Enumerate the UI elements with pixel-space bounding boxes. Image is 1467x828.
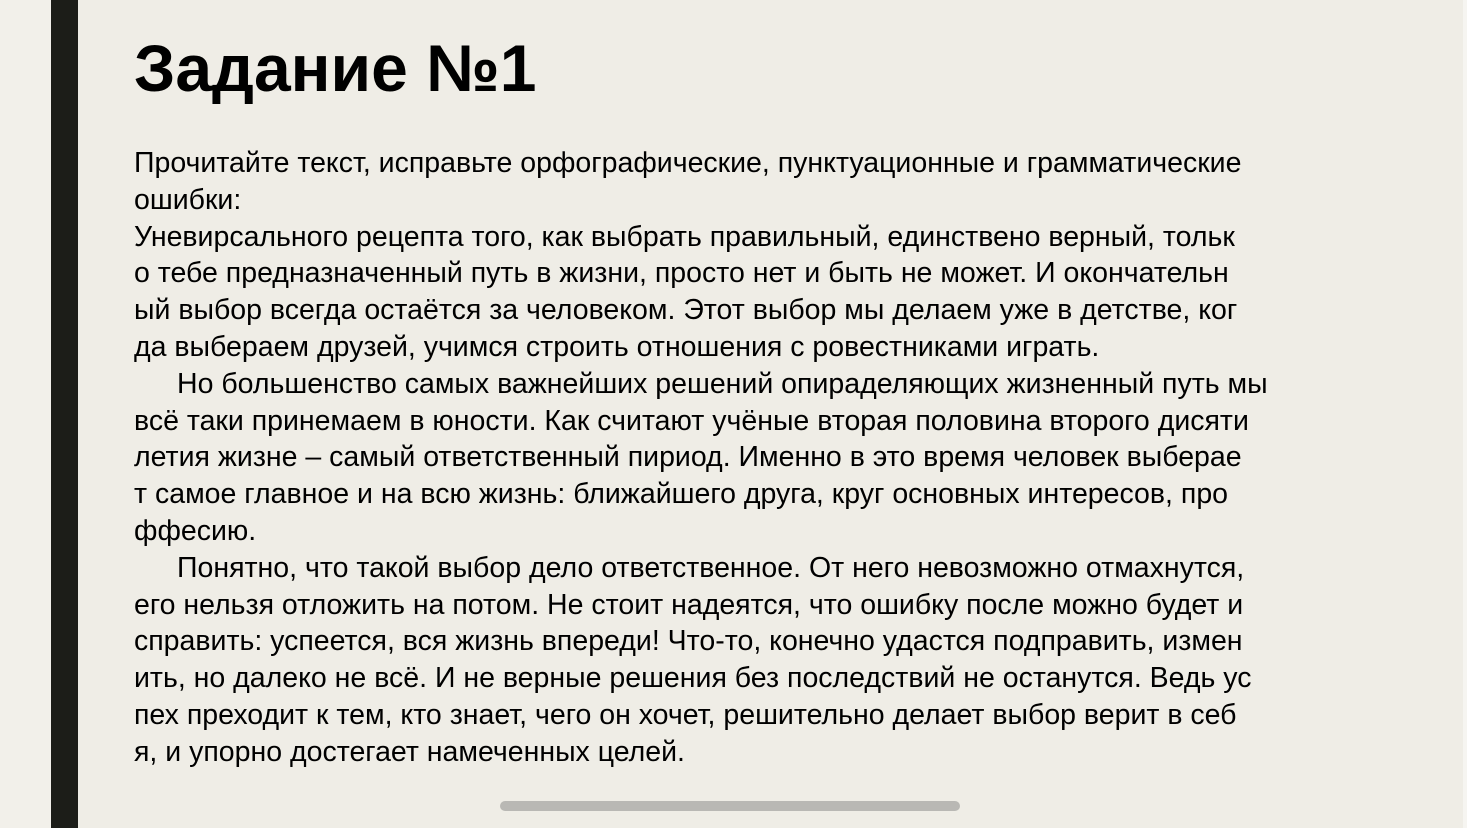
slide-accent-bar	[51, 0, 78, 828]
text-line: Прочитайте текст, исправьте орфографические, пунктуационные и грамматические	[134, 147, 1242, 179]
text-line: ошибки:	[134, 183, 242, 216]
right-margin	[1463, 0, 1467, 828]
text-line: его нельзя отложить на потом. Не стоит надеятся, что ошибку после можно будет и	[134, 588, 1244, 621]
text-line: т самое главное и на всю жизнь: ближайшего друга, круг основных интересов, про	[134, 478, 1229, 511]
text-line: ить, но далеко не всё. И не верные решения без последствий не останутся. Ведь ус	[134, 662, 1252, 695]
text-line: ффесию.	[134, 514, 257, 547]
text-line: ый выбор всегда остаётся за человеком. Этот выбор мы делаем уже в детстве, ког	[134, 294, 1238, 327]
slide-title: Задание №1	[134, 31, 537, 105]
text-line: справить: успеется, вся жизнь впереди! Что-то, конечно удастся подправить, измен	[134, 625, 1243, 658]
text-line: Понятно, что такой выбор дело ответственное. От него невозможно отмахнутся,	[177, 551, 1245, 584]
text-line: о тебе предназначенный путь в жизни, просто нет и быть не может. И окончательн	[134, 257, 1229, 290]
text-line: Уневирсального рецепта того, как выбрать правильный, единствено верный, тольк	[134, 220, 1235, 253]
text-line: летия жизне – самый ответственный пириод. Именно в это время человек выберае	[134, 441, 1242, 474]
text-line: да выбераем друзей, учимся строить отношения с ровестниками играть.	[134, 330, 1100, 363]
text-line: пех преходит к тем, кто знает, чего он хочет, решительно делает выбор верит в себ	[134, 698, 1237, 731]
text-line: я, и упорно достегает намеченных целей.	[134, 735, 685, 768]
text-line: всё таки принемаем в юности. Как считают учёные вторая половина второго дисяти	[134, 404, 1249, 437]
slide-body-text	[134, 145, 1349, 771]
text-line: Но большенство самых важнейших решений опираделяющих жизненный путь мы	[177, 367, 1268, 400]
horizontal-scrollbar[interactable]	[500, 801, 960, 811]
left-margin	[0, 0, 51, 828]
